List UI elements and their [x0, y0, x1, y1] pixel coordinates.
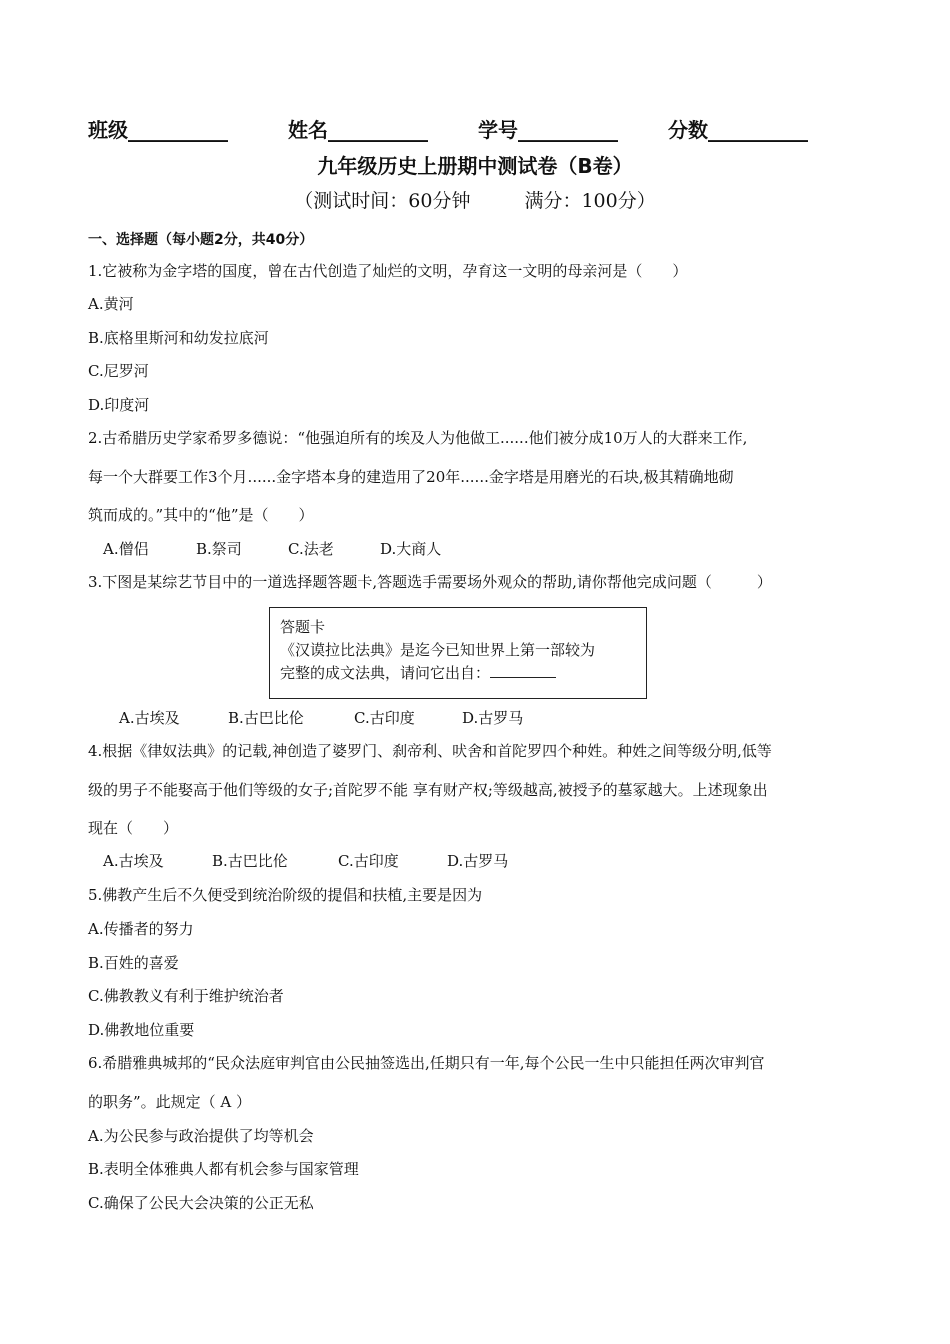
- answer-card-line1: 《汉谟拉比法典》是迄今已知世界上第一部较为: [280, 641, 596, 659]
- q6-option-a[interactable]: A.为公民参与政治提供了均等机会: [88, 1127, 314, 1145]
- q4-option-c[interactable]: C.古印度: [338, 852, 399, 870]
- exam-title: 九年级历史上册期中测试卷（B卷）: [317, 154, 633, 178]
- answer-card-question: 完整的成文法典，请问它出自：: [280, 664, 491, 682]
- q2-option-d[interactable]: D.大商人: [380, 540, 442, 558]
- q3-options: [119, 708, 523, 728]
- q5-option-d[interactable]: D.佛教地位重要: [88, 1021, 195, 1039]
- q6-stem-line2: 的职务”。此规定（ A ）: [88, 1093, 252, 1111]
- q5-option-a[interactable]: A.传播者的努力: [88, 920, 194, 938]
- q5-stem: 5.佛教产生后不久便受到统治阶级的提倡和扶植,主要是因为: [88, 886, 483, 904]
- q3-option-b[interactable]: B.古巴比伦: [228, 709, 304, 727]
- q1-option-b[interactable]: B.底格里斯河和幼发拉底河: [88, 329, 269, 347]
- q2-option-c[interactable]: C.法老: [288, 540, 334, 558]
- q4-stem-line2: 级的男子不能娶高于他们等级的女子;首陀罗不能 享有财产权;等级越高,被授予的墓冢越大。上述现象出: [88, 781, 768, 799]
- q3-option-a[interactable]: A.古埃及: [119, 709, 180, 727]
- q4-stem-line1: 4.根据《律奴法典》的记载,神创造了婆罗门、刹帝利、吠舍和首陀罗四个种姓。种姓之间等级分明,低等: [88, 742, 772, 760]
- q6-stem-line1: 6.希腊雅典城邦的“民众法庭审判官由公民抽签选出,任期只有一年,每个公民一生中只能担任两次审判官: [88, 1054, 765, 1072]
- q1-option-a[interactable]: A.黄河: [88, 295, 134, 313]
- q4-option-b[interactable]: B.古巴比伦: [212, 852, 288, 870]
- q4-option-d[interactable]: D.古罗马: [447, 852, 509, 870]
- class-field[interactable]: 班级__________: [88, 118, 228, 142]
- full-score: 满分：100分）: [524, 190, 656, 212]
- student-info-row: [88, 114, 840, 142]
- q2-stem-line2: 每一个大群要工作3个月......金字塔本身的建造用了20年......金字塔是用磨光的石块,极其精确地砌: [88, 468, 734, 486]
- q6-option-b[interactable]: B.表明全体雅典人都有机会参与国家管理: [88, 1160, 359, 1178]
- q3-option-c[interactable]: C.古印度: [354, 709, 415, 727]
- score-field[interactable]: 分数__________: [668, 118, 808, 142]
- q3-stem: 3.下图是某综艺节目中的一道选择题答题卡,答题选手需要场外观众的帮助,请你帮他完成问题（ ）: [88, 573, 772, 591]
- student-id-field[interactable]: 学号__________: [478, 118, 618, 142]
- answer-card: [269, 607, 647, 699]
- q2-option-b[interactable]: B.祭司: [196, 540, 242, 558]
- section-title: 一、选择题（每小题2分，共40分）: [88, 232, 314, 248]
- q1-stem: 1.它被称为金字塔的国度，曾在古代创造了灿烂的文明，孕育这一文明的母亲河是（ ）: [88, 262, 688, 280]
- test-time: （测试时间：60分钟: [294, 190, 471, 212]
- answer-card-title: 答题卡: [280, 618, 326, 636]
- q2-stem-line3: 筑而成的。”其中的“他”是（ ）: [88, 506, 314, 524]
- q2-option-a[interactable]: A.僧侣: [103, 540, 149, 558]
- answer-blank[interactable]: [490, 663, 556, 678]
- q5-option-b[interactable]: B.百姓的喜爱: [88, 954, 179, 972]
- q3-option-d[interactable]: D.古罗马: [462, 709, 524, 727]
- q4-options: [103, 851, 508, 871]
- name-field[interactable]: 姓名__________: [288, 118, 428, 142]
- q4-option-a[interactable]: A.古埃及: [103, 852, 164, 870]
- q5-option-c[interactable]: C.佛教教义有利于维护统治者: [88, 987, 284, 1005]
- answer-card-line2: [280, 662, 636, 685]
- q6-option-c[interactable]: C.确保了公民大会决策的公正无私: [88, 1194, 314, 1212]
- q2-options: [103, 539, 441, 559]
- q2-stem-line1: 2.古希腊历史学家希罗多德说：“他强迫所有的埃及人为他做工......他们被分成10万人的大群来工作,: [88, 429, 748, 447]
- q1-option-d[interactable]: D.印度河: [88, 396, 150, 414]
- q1-option-c[interactable]: C.尼罗河: [88, 362, 149, 380]
- exam-subtitle: [0, 186, 950, 213]
- q4-stem-line3: 现在（ ）: [88, 819, 179, 837]
